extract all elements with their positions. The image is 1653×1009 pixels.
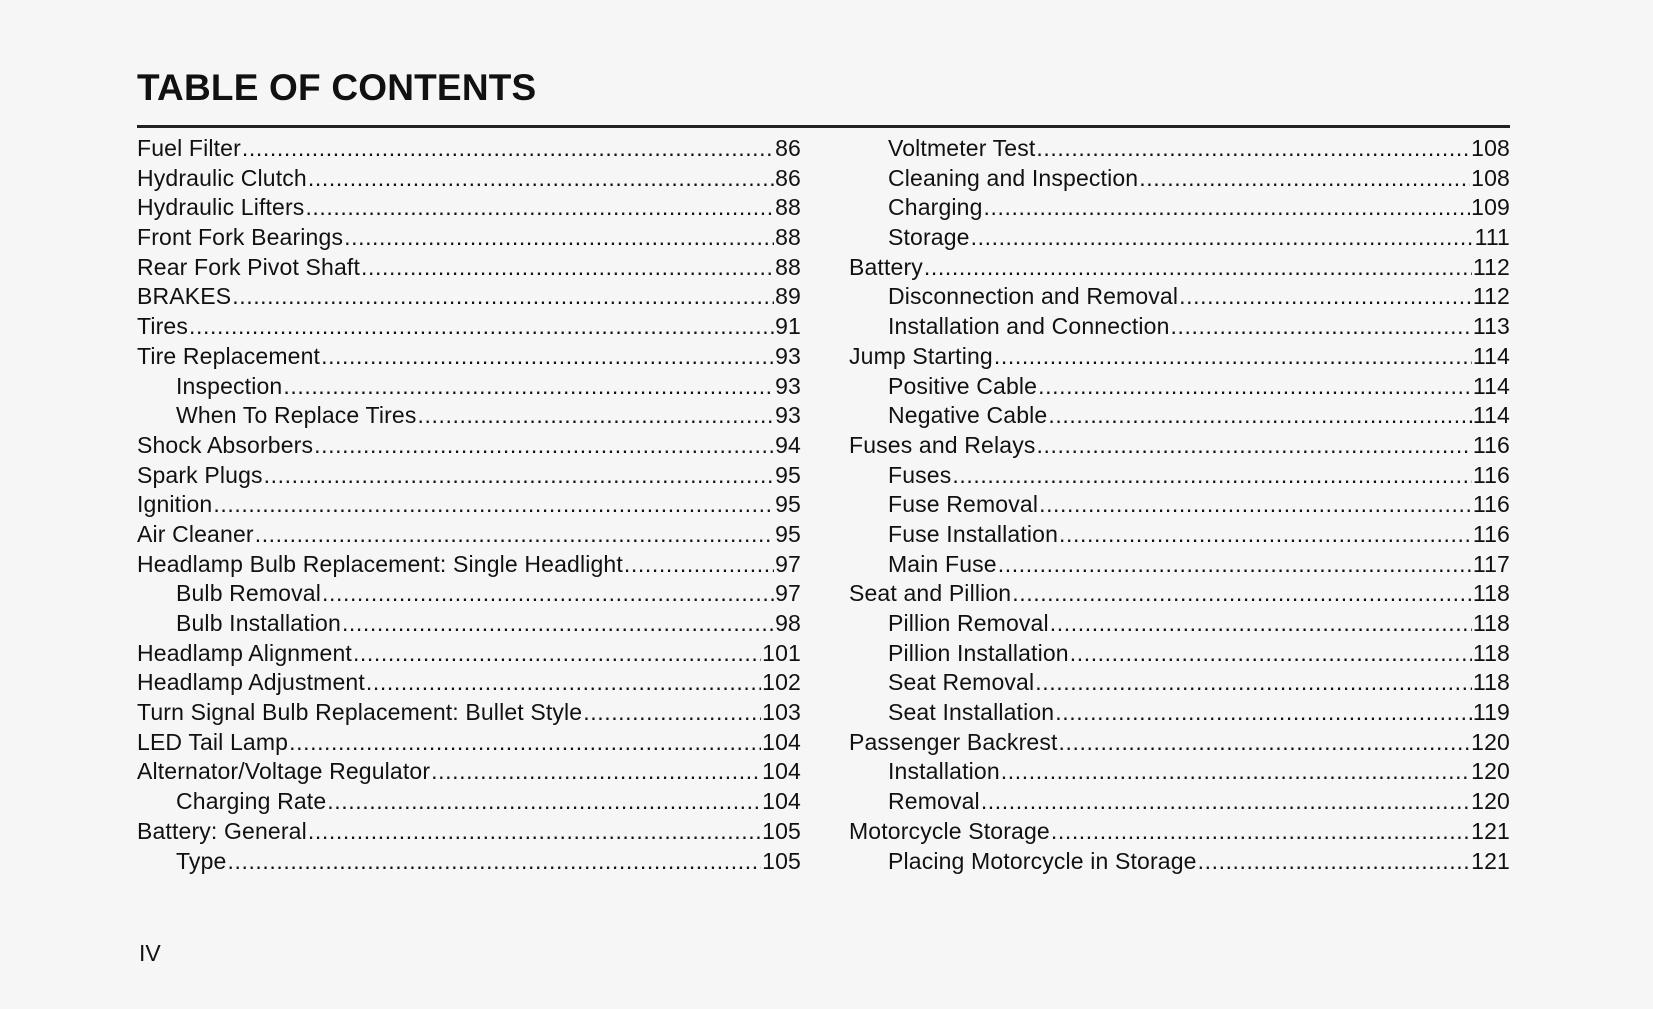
- dot-leader: [314, 431, 774, 461]
- toc-entry-label: Headlamp Bulb Replacement: Single Headlight: [137, 550, 623, 577]
- toc-entry-page-number: 98: [775, 610, 801, 636]
- toc-entry-label: Hydraulic Lifters: [137, 194, 305, 221]
- dot-leader: [924, 253, 1472, 283]
- dot-leader: [342, 609, 774, 639]
- toc-entry-page-number: 104: [762, 788, 801, 815]
- toc-entry: [849, 223, 1510, 253]
- toc-entry-label: Main Fuse: [888, 550, 997, 577]
- dot-leader: [1198, 847, 1471, 877]
- dot-leader: [289, 728, 761, 758]
- toc-entry-page-number: 118: [1472, 580, 1510, 607]
- toc-entry-page-number: 118: [1472, 610, 1510, 636]
- toc-entry-label: Inspection: [176, 372, 283, 399]
- dot-leader: [366, 668, 761, 698]
- toc-entry-label: Bulb Installation: [176, 610, 341, 636]
- toc-entry: [137, 817, 801, 847]
- dot-leader: [213, 490, 774, 520]
- toc-entry-page-number: 89: [775, 283, 801, 310]
- toc-entry: [137, 282, 801, 312]
- toc-entry: [137, 193, 801, 223]
- dot-leader: [1036, 134, 1470, 164]
- dot-leader: [1001, 757, 1470, 787]
- toc-entry: [137, 134, 801, 164]
- toc-entry: [137, 401, 801, 431]
- dot-leader: [583, 698, 761, 728]
- toc-entry-page-number: 114: [1472, 372, 1510, 399]
- dot-leader: [994, 342, 1472, 372]
- toc-entry-label: Tires: [137, 313, 189, 340]
- dot-leader: [1048, 401, 1472, 431]
- toc-entry-label: Charging: [888, 194, 983, 221]
- dot-leader: [971, 223, 1474, 253]
- toc-entry-label: Battery: General: [137, 817, 307, 844]
- toc-entry: [137, 847, 801, 877]
- dot-leader: [322, 579, 774, 609]
- toc-entry: [137, 431, 801, 461]
- toc-entry-page-number: 118: [1472, 669, 1510, 696]
- dot-leader: [1059, 520, 1472, 550]
- toc-entry-label: Alternator/Voltage Regulator: [137, 758, 431, 785]
- toc-entry-label: Ignition: [137, 491, 213, 518]
- toc-entry-page-number: 116: [1472, 461, 1510, 488]
- toc-left-column: [137, 134, 801, 876]
- dot-leader: [1179, 282, 1472, 312]
- toc-entry: [849, 282, 1510, 312]
- dot-leader: [283, 372, 774, 402]
- toc-entry-label: Fuel Filter: [137, 135, 241, 161]
- toc-entry: [137, 461, 801, 491]
- toc-right-column: [849, 134, 1510, 876]
- toc-entry-label: Pillion Removal: [888, 610, 1049, 636]
- toc-entry: [137, 223, 801, 253]
- toc-entry: [849, 787, 1510, 817]
- toc-entry: [849, 817, 1510, 847]
- toc-entry-label: Storage: [888, 224, 970, 251]
- dot-leader: [327, 787, 761, 817]
- toc-entry: [137, 757, 801, 787]
- toc-entry: [137, 639, 801, 669]
- dot-leader: [227, 847, 761, 877]
- toc-entry-page-number: 105: [762, 817, 801, 844]
- toc-entry-label: Passenger Backrest: [849, 728, 1058, 755]
- dot-leader: [1051, 817, 1470, 847]
- toc-entry-page-number: 112: [1472, 253, 1510, 280]
- toc-entry-page-number: 116: [1472, 431, 1510, 458]
- toc-entry: [137, 490, 801, 520]
- toc-entry-label: Charging Rate: [176, 788, 327, 815]
- toc-entry-label: Fuses: [888, 461, 952, 488]
- toc-entry: [849, 253, 1510, 283]
- toc-entry-label: Positive Cable: [888, 372, 1038, 399]
- toc-entry: [849, 698, 1510, 728]
- toc-entry: [137, 698, 801, 728]
- dot-leader: [242, 134, 774, 164]
- toc-entry-label: Seat Removal: [888, 669, 1035, 696]
- toc-entry-label: Motorcycle Storage: [849, 817, 1050, 844]
- page-title: TABLE OF CONTENTS: [137, 67, 537, 108]
- toc-entry-label: BRAKES: [137, 283, 232, 310]
- toc-entry-label: Shock Absorbers: [137, 431, 314, 458]
- toc-entry-page-number: 120: [1471, 758, 1510, 785]
- toc-entry: [849, 193, 1510, 223]
- toc-entry-page-number: 114: [1472, 342, 1510, 369]
- toc-entry-page-number: 113: [1472, 313, 1510, 340]
- toc-entry: [137, 728, 801, 758]
- dot-leader: [1139, 164, 1470, 194]
- dot-leader: [431, 757, 761, 787]
- toc-entry: [849, 461, 1510, 491]
- dot-leader: [321, 342, 774, 372]
- toc-entry: [137, 668, 801, 698]
- toc-entry: [849, 579, 1510, 609]
- toc-entry: [849, 490, 1510, 520]
- toc-entry-label: When To Replace Tires: [176, 402, 417, 429]
- dot-leader: [1038, 372, 1472, 402]
- toc-entry-label: Jump Starting: [849, 342, 993, 369]
- toc-entry: [849, 164, 1510, 194]
- toc-entry-page-number: 117: [1472, 550, 1510, 577]
- dot-leader: [353, 639, 761, 669]
- toc-entry-page-number: 105: [762, 847, 801, 874]
- toc-entry: [137, 579, 801, 609]
- dot-leader: [344, 223, 774, 253]
- toc-entry-label: Cleaning and Inspection: [888, 164, 1139, 191]
- toc-entry-label: Negative Cable: [888, 402, 1048, 429]
- title-underline-divider: [137, 125, 1510, 128]
- dot-leader: [1171, 312, 1472, 342]
- toc-entry-label: LED Tail Lamp: [137, 728, 289, 755]
- toc-entry-page-number: 120: [1471, 788, 1510, 815]
- dot-leader: [1037, 431, 1472, 461]
- toc-entry-page-number: 104: [762, 758, 801, 785]
- dot-leader: [1055, 698, 1472, 728]
- dot-leader: [1059, 728, 1471, 758]
- toc-entry-label: Rear Fork Pivot Shaft: [137, 253, 361, 280]
- toc-entry: [137, 253, 801, 283]
- toc-entry-label: Air Cleaner: [137, 520, 254, 547]
- toc-entry-page-number: 121: [1471, 847, 1510, 874]
- toc-entry: [849, 847, 1510, 877]
- toc-entry-label: Type: [176, 847, 227, 874]
- toc-entry-page-number: 112: [1472, 283, 1510, 310]
- toc-entry-label: Removal: [888, 788, 980, 815]
- toc-entry-page-number: 86: [775, 164, 801, 191]
- toc-entry: [849, 609, 1510, 639]
- toc-entry: [137, 312, 801, 342]
- dot-leader: [984, 193, 1471, 223]
- toc-entry-page-number: 101: [762, 639, 801, 666]
- toc-entry-page-number: 108: [1471, 135, 1510, 161]
- toc-entry: [137, 550, 801, 580]
- toc-entry: [849, 728, 1510, 758]
- toc-entry: [849, 372, 1510, 402]
- toc-entry-label: Fuse Removal: [888, 491, 1039, 518]
- toc-entry-page-number: 86: [775, 135, 801, 161]
- toc-entry-label: Headlamp Alignment: [137, 639, 352, 666]
- toc-entry-page-number: 109: [1471, 194, 1510, 221]
- dot-leader: [624, 550, 774, 580]
- toc-entry-page-number: 91: [775, 313, 801, 340]
- dot-leader: [361, 253, 774, 283]
- dot-leader: [1070, 639, 1472, 669]
- toc-entry-label: Installation: [888, 758, 1000, 785]
- toc-entry-page-number: 111: [1474, 224, 1510, 251]
- toc-entry: [849, 134, 1510, 164]
- toc-entry: [849, 431, 1510, 461]
- dot-leader: [1012, 579, 1472, 609]
- toc-entry: [137, 520, 801, 550]
- toc-entry-page-number: 93: [775, 372, 801, 399]
- dot-leader: [998, 550, 1472, 580]
- dot-leader: [418, 401, 775, 431]
- toc-entry-label: Installation and Connection: [888, 313, 1170, 340]
- toc-entry-page-number: 95: [775, 520, 801, 547]
- toc-entry-page-number: 97: [775, 580, 801, 607]
- toc-entry-page-number: 108: [1471, 164, 1510, 191]
- toc-entry-page-number: 114: [1472, 402, 1510, 429]
- toc-entry-page-number: 97: [775, 550, 801, 577]
- dot-leader: [981, 787, 1470, 817]
- toc-entry-label: Fuses and Relays: [849, 431, 1036, 458]
- toc-entry-label: Placing Motorcycle in Storage: [888, 847, 1197, 874]
- toc-entry-page-number: 88: [775, 224, 801, 251]
- dot-leader: [1035, 668, 1472, 698]
- toc-entry-label: Voltmeter Test: [888, 135, 1036, 161]
- toc-entry-page-number: 102: [762, 669, 801, 696]
- toc-entry-label: Tire Replacement: [137, 342, 321, 369]
- toc-entry-page-number: 88: [775, 194, 801, 221]
- dot-leader: [305, 193, 774, 223]
- toc-entry: [849, 401, 1510, 431]
- toc-entry: [849, 520, 1510, 550]
- toc-entry-label: Pillion Installation: [888, 639, 1069, 666]
- toc-entry-page-number: 119: [1472, 699, 1510, 726]
- dot-leader: [308, 164, 774, 194]
- toc-entry: [137, 342, 801, 372]
- toc-entry-label: Fuse Installation: [888, 520, 1059, 547]
- toc-entry-label: Bulb Removal: [176, 580, 321, 607]
- toc-entry: [137, 609, 801, 639]
- toc-entry: [849, 639, 1510, 669]
- toc-entry: [849, 757, 1510, 787]
- dot-leader: [1039, 490, 1472, 520]
- toc-entry-page-number: 95: [775, 461, 801, 488]
- toc-entry-page-number: 95: [775, 491, 801, 518]
- page-number: IV: [139, 940, 161, 966]
- toc-entry-label: Turn Signal Bulb Replacement: Bullet Style: [137, 699, 583, 726]
- toc-entry-label: Disconnection and Removal: [888, 283, 1179, 310]
- toc-entry-label: Front Fork Bearings: [137, 224, 344, 251]
- toc-entry: [849, 668, 1510, 698]
- toc-entry: [849, 550, 1510, 580]
- dot-leader: [952, 461, 1471, 491]
- dot-leader: [264, 461, 774, 491]
- toc-entry: [137, 164, 801, 194]
- toc-entry-page-number: 93: [775, 402, 801, 429]
- toc-entry-page-number: 88: [775, 253, 801, 280]
- toc-entry-page-number: 120: [1471, 728, 1510, 755]
- dot-leader: [308, 817, 761, 847]
- dot-leader: [1050, 609, 1472, 639]
- toc-entry-page-number: 93: [775, 342, 801, 369]
- toc-entry: [849, 312, 1510, 342]
- toc-entry-page-number: 121: [1471, 817, 1510, 844]
- toc-entry: [849, 342, 1510, 372]
- toc-entry-label: Headlamp Adjustment: [137, 669, 365, 696]
- toc-entry-page-number: 116: [1472, 491, 1510, 518]
- toc-entry-page-number: 104: [762, 728, 801, 755]
- toc-entry: [137, 372, 801, 402]
- toc-entry-label: Seat Installation: [888, 699, 1055, 726]
- toc-entry-page-number: 103: [762, 699, 801, 726]
- toc-entry-label: Spark Plugs: [137, 461, 263, 488]
- toc-entry-label: Seat and Pillion: [849, 580, 1012, 607]
- dot-leader: [255, 520, 774, 550]
- dot-leader: [232, 282, 774, 312]
- toc-entry-page-number: 116: [1472, 520, 1510, 547]
- toc-entry-label: Battery: [849, 253, 923, 280]
- dot-leader: [189, 312, 774, 342]
- toc-entry-label: Hydraulic Clutch: [137, 164, 307, 191]
- toc-entry-page-number: 118: [1472, 639, 1510, 666]
- toc-entry-page-number: 94: [775, 431, 801, 458]
- toc-entry: [137, 787, 801, 817]
